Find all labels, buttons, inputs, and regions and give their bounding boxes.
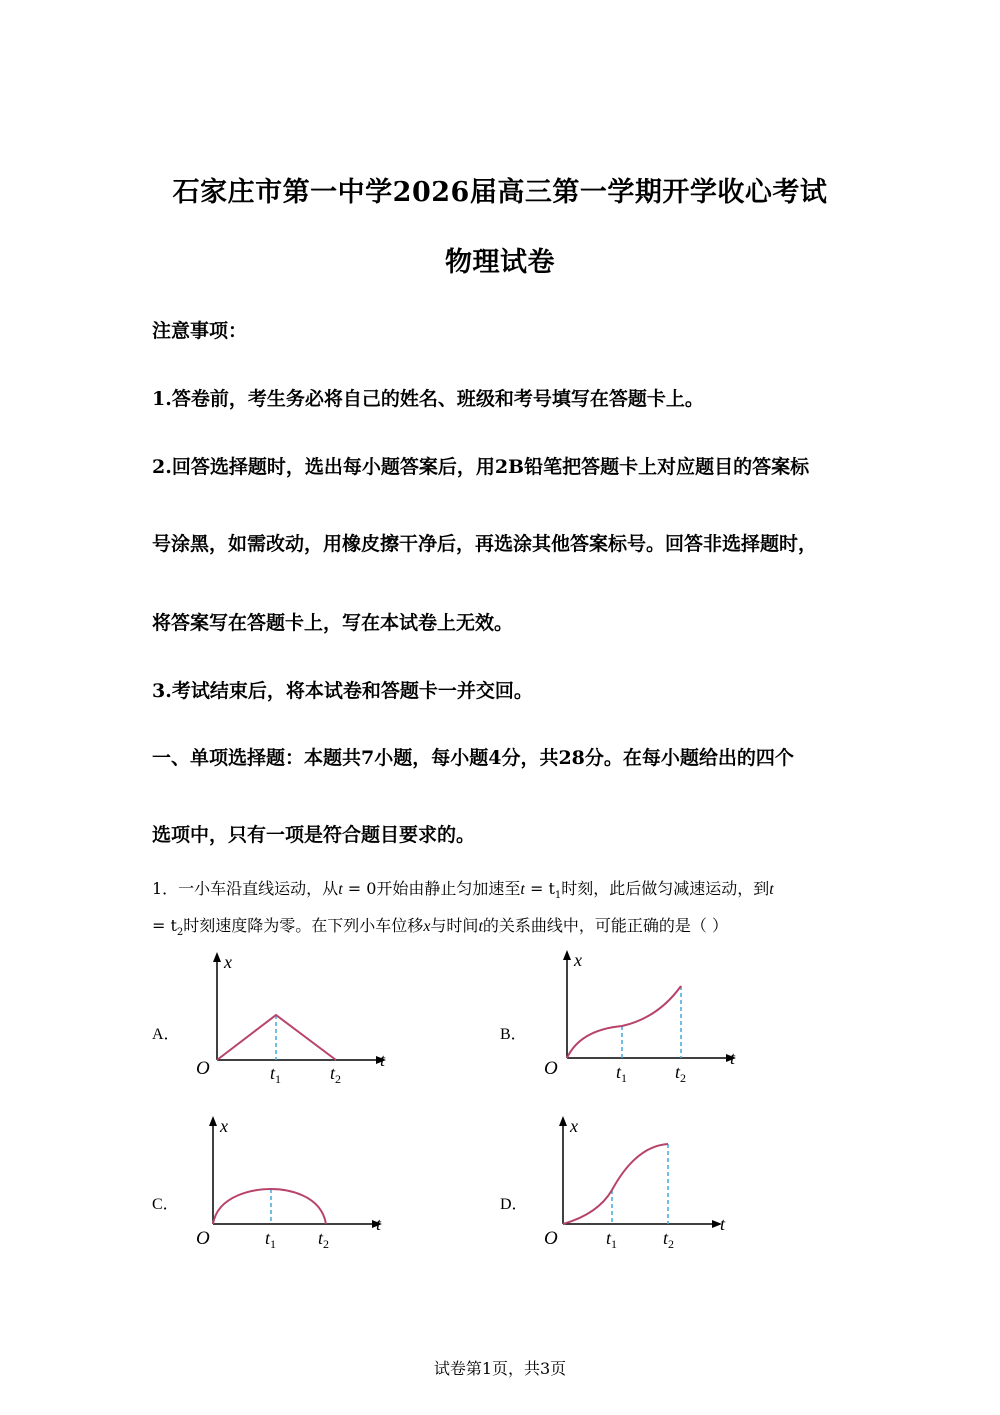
y-axis-label: x <box>224 952 232 972</box>
t2-label: $t_2$ <box>318 1228 330 1251</box>
y-axis-label: x <box>570 1116 578 1136</box>
displacement-curve <box>567 986 681 1058</box>
origin-label: O <box>544 1058 558 1079</box>
page-footer: 试卷第1页，共3页 <box>433 1359 567 1378</box>
t2-label: $t_2$ <box>675 1062 687 1085</box>
x-axis-label: t <box>720 1214 726 1234</box>
option-c-label: C． <box>152 1196 179 1213</box>
y-axis-arrow <box>563 950 571 960</box>
origin-label: O <box>196 1058 210 1079</box>
t1-label: $t_1$ <box>270 1063 282 1086</box>
option-b-label: B． <box>500 1026 527 1043</box>
t1-label: $t_1$ <box>265 1228 277 1251</box>
displacement-curve <box>213 1189 326 1224</box>
t2-label: $t_2$ <box>663 1228 675 1251</box>
notice-item-2-line-2: 号涂黑，如需改动，用橡皮擦干净后，再选涂其他答案标号。回答非选择题时， <box>152 533 818 555</box>
option-d-graph <box>536 1114 746 1254</box>
y-axis-label: x <box>574 950 582 970</box>
y-axis-arrow <box>209 1116 217 1126</box>
option-c-graph <box>186 1114 396 1254</box>
origin-label: O <box>544 1228 558 1249</box>
notice-heading: 注意事项： <box>152 320 248 342</box>
t1-label: $t_1$ <box>616 1062 628 1085</box>
y-axis-arrow <box>213 952 221 962</box>
notice-item-1: 1.答卷前，考生务必将自己的姓名、班级和考号填写在答题卡上。 <box>152 388 704 410</box>
y-axis-label: x <box>220 1116 228 1136</box>
option-a-label: A． <box>152 1026 180 1043</box>
x-axis-label: t <box>376 1214 382 1234</box>
x-axis-label: t <box>380 1050 386 1070</box>
option-b-graph <box>540 948 750 1088</box>
exam-subtitle: 物理试卷 <box>445 247 555 278</box>
exam-title: 石家庄市第一中学2026届高三第一学期开学收心考试 <box>172 177 828 208</box>
y-axis-arrow <box>559 1116 567 1126</box>
option-d-label: D． <box>500 1196 528 1213</box>
option-a-graph <box>190 950 400 1090</box>
origin-label: O <box>196 1228 210 1249</box>
notice-item-3: 3.考试结束后，将本试卷和答题卡一并交回。 <box>152 680 533 702</box>
t2-label: $t_2$ <box>330 1063 342 1086</box>
question-1-line-2: = $t_2$时刻速度降为零。在下列小车位移x与时间t的关系曲线中，可能正确的是（ ） <box>152 916 728 939</box>
notice-item-2-line-1: 2.回答选择题时，选出每小题答案后，用2B铅笔把答题卡上对应题目的答案标 <box>152 456 810 478</box>
displacement-curve <box>563 1144 668 1224</box>
section-heading-line-2: 选项中，只有一项是符合题目要求的。 <box>152 824 476 846</box>
x-axis-label: t <box>730 1048 736 1068</box>
notice-item-2-line-3: 将答案写在答题卡上，写在本试卷上无效。 <box>152 612 514 634</box>
question-1-line-1: 1．一小车沿直线运动，从t = 0开始由静止匀加速至$t = t_1$时刻，此后做匀减速运动，到t <box>152 879 774 902</box>
t1-label: $t_1$ <box>606 1228 618 1251</box>
section-heading-line-1: 一、单项选择题：本题共7小题，每小题4分，共28分。在每小题给出的四个 <box>152 747 794 769</box>
